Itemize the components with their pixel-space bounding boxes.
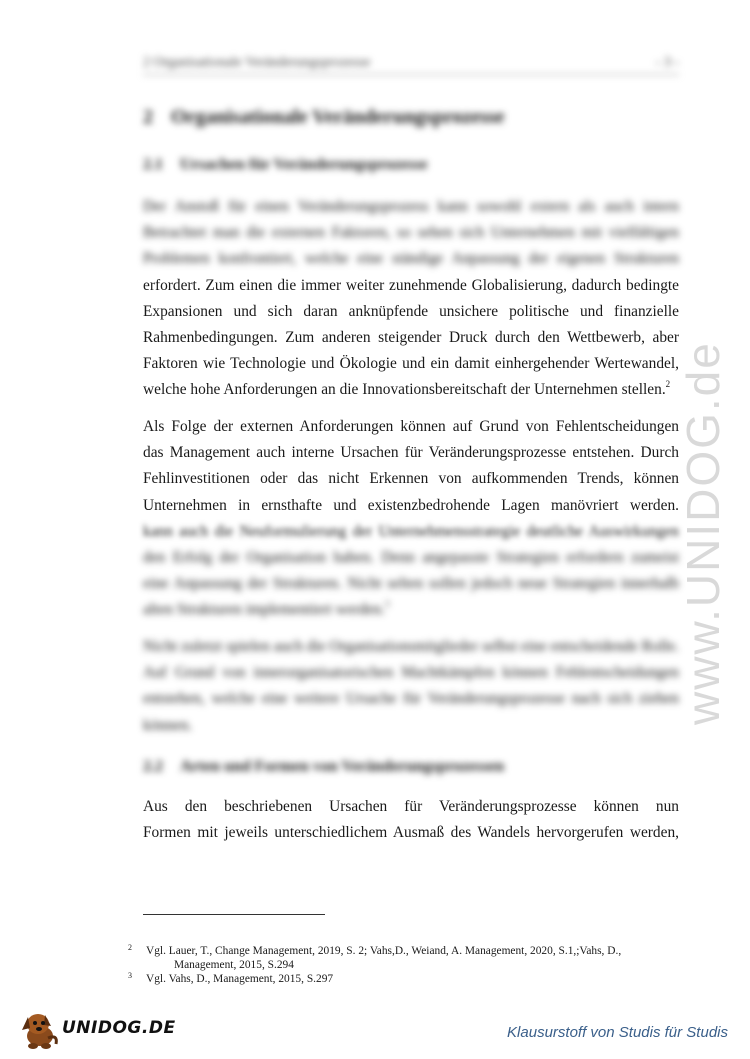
text-line: erfordert. Zum einen die immer weiter zunehmende Globalisierung, dadurch bedingte bbox=[143, 276, 679, 294]
running-header-title: 2 Organisationale Veränderungsprozesse bbox=[143, 55, 371, 70]
chapter-title: Organisationale Veränderungsprozesse bbox=[171, 106, 505, 128]
section-number: 2.2 bbox=[143, 758, 163, 775]
running-header bbox=[143, 52, 679, 75]
footnote-2 bbox=[128, 944, 688, 972]
section-title: Arten und Formen von Veränderungsprozessen bbox=[180, 758, 505, 775]
unidog-logo[interactable] bbox=[18, 1008, 176, 1050]
footnote-mark: 2 bbox=[128, 943, 132, 952]
text-line: Als Folge der externen Anforderungen können auf Grund von Fehlentscheidungen bbox=[143, 418, 679, 435]
logo-text: UNIDOG.DE bbox=[62, 1018, 176, 1038]
footnote-mark: 3 bbox=[128, 971, 132, 980]
text-line: Expansionen und sich daran anknüpfende unsichere politische und finanzielle bbox=[143, 302, 679, 320]
text-line: Rahmenbedingungen. Zum anderen steigender Druck durch den Wettbewerb, aber bbox=[143, 328, 679, 346]
text-line: Betrachtet man die externen Faktoren, so sehen sich Unternehmen mit vielfältigen bbox=[143, 224, 679, 242]
text-line-last: können. bbox=[143, 716, 193, 734]
tagline: Klausurstoff von Studis für Studis bbox=[507, 1024, 728, 1041]
text-line: Fehlinvestitionen oder das nicht Erkennen von aufkommenden Trends, können bbox=[143, 470, 679, 488]
footnote-3 bbox=[128, 972, 688, 986]
footnote-text: Vgl. Vahs, D., Management, 2015, S.297 bbox=[146, 973, 334, 985]
text-line-content: welche hohe Anforderungen an die Innovationsbereitschaft der Unternehmen stellen. bbox=[143, 381, 666, 399]
paragraph-causes-members bbox=[143, 634, 679, 739]
footnote-ref-3: 3 bbox=[384, 599, 390, 610]
text-line: entstehen, welche eine weitere Ursache für Veränderungsprozesse nach sich ziehen bbox=[143, 690, 679, 708]
text-line: kann auch die Neuformulierung der Unternehmensstrategie deutliche Auswirkungen bbox=[143, 522, 679, 540]
text-line: Auf Grund von innerorganisatorischen Machtkämpfen können Fehlentscheidungen bbox=[143, 664, 679, 682]
section-number: 2.1 bbox=[143, 156, 163, 173]
text-line: Unternehmen in ernsthafte und existenzbedrohende Lagen manövriert werden. bbox=[143, 496, 679, 514]
footnote-text-continued: Management, 2015, S.294 bbox=[174, 959, 294, 971]
footnote-text: Vgl. Lauer, T., Change Management, 2019, S. 2; Vahs,D., Weiand, A. Management, 2020, S.1,;Vahs, D., bbox=[146, 945, 622, 957]
text-line: Nicht zuletzt spielen auch die Organisationsmitglieder selbst eine entscheidende Rolle. bbox=[143, 638, 679, 655]
running-header-page-number: - 3 - bbox=[655, 55, 679, 70]
text-line: das Management auch interne Ursachen für Veränderungsprozesse entstehen. Durch bbox=[143, 444, 679, 462]
watermark-text: www.UNIDOG.de bbox=[677, 341, 729, 725]
text-line-last bbox=[143, 597, 679, 623]
text-line: Problemen konfrontiert, welche eine ständige Anpassung der eigenen Strukturen bbox=[143, 250, 679, 268]
text-line-last bbox=[143, 377, 679, 403]
section-title: Ursachen für Veränderungsprozesse bbox=[180, 156, 428, 173]
section-heading-2-1 bbox=[143, 156, 427, 174]
dog-mascot-icon bbox=[18, 1008, 64, 1050]
footnote-separator bbox=[143, 914, 325, 915]
text-line: Aus den beschriebenen Ursachen für Veränderungsprozesse können nun bbox=[143, 798, 679, 815]
section-heading-2-2 bbox=[143, 758, 504, 776]
chapter-heading bbox=[143, 106, 505, 129]
paragraph-causes-external bbox=[143, 194, 679, 404]
paragraph-causes-internal bbox=[143, 414, 679, 624]
footnotes bbox=[128, 944, 688, 986]
text-line: Formen mit jeweils unterschiedlichem Ausmaß des Wandels hervorgerufen werden, bbox=[143, 824, 679, 842]
text-line: Faktoren wie Technologie und Ökologie und ein damit einhergehender Wertewandel, bbox=[143, 355, 679, 373]
text-line: eine Anpassung der Strukturen. Nicht selten sollen jedoch neue Strategien innerhalb bbox=[143, 575, 679, 593]
text-line: Der Anstoß für einen Veränderungsprozess kann sowohl extern als auch intern bbox=[143, 198, 679, 215]
text-line: den Erfolg der Organisation haben. Denn angepasste Strategien erfordern zumeist bbox=[143, 548, 679, 566]
paragraph-types-intro bbox=[143, 794, 679, 846]
footnote-ref-2: 2 bbox=[665, 379, 671, 390]
chapter-number: 2 bbox=[143, 106, 153, 128]
text-line-content: alten Strukturen implementiert werden. bbox=[143, 601, 385, 619]
